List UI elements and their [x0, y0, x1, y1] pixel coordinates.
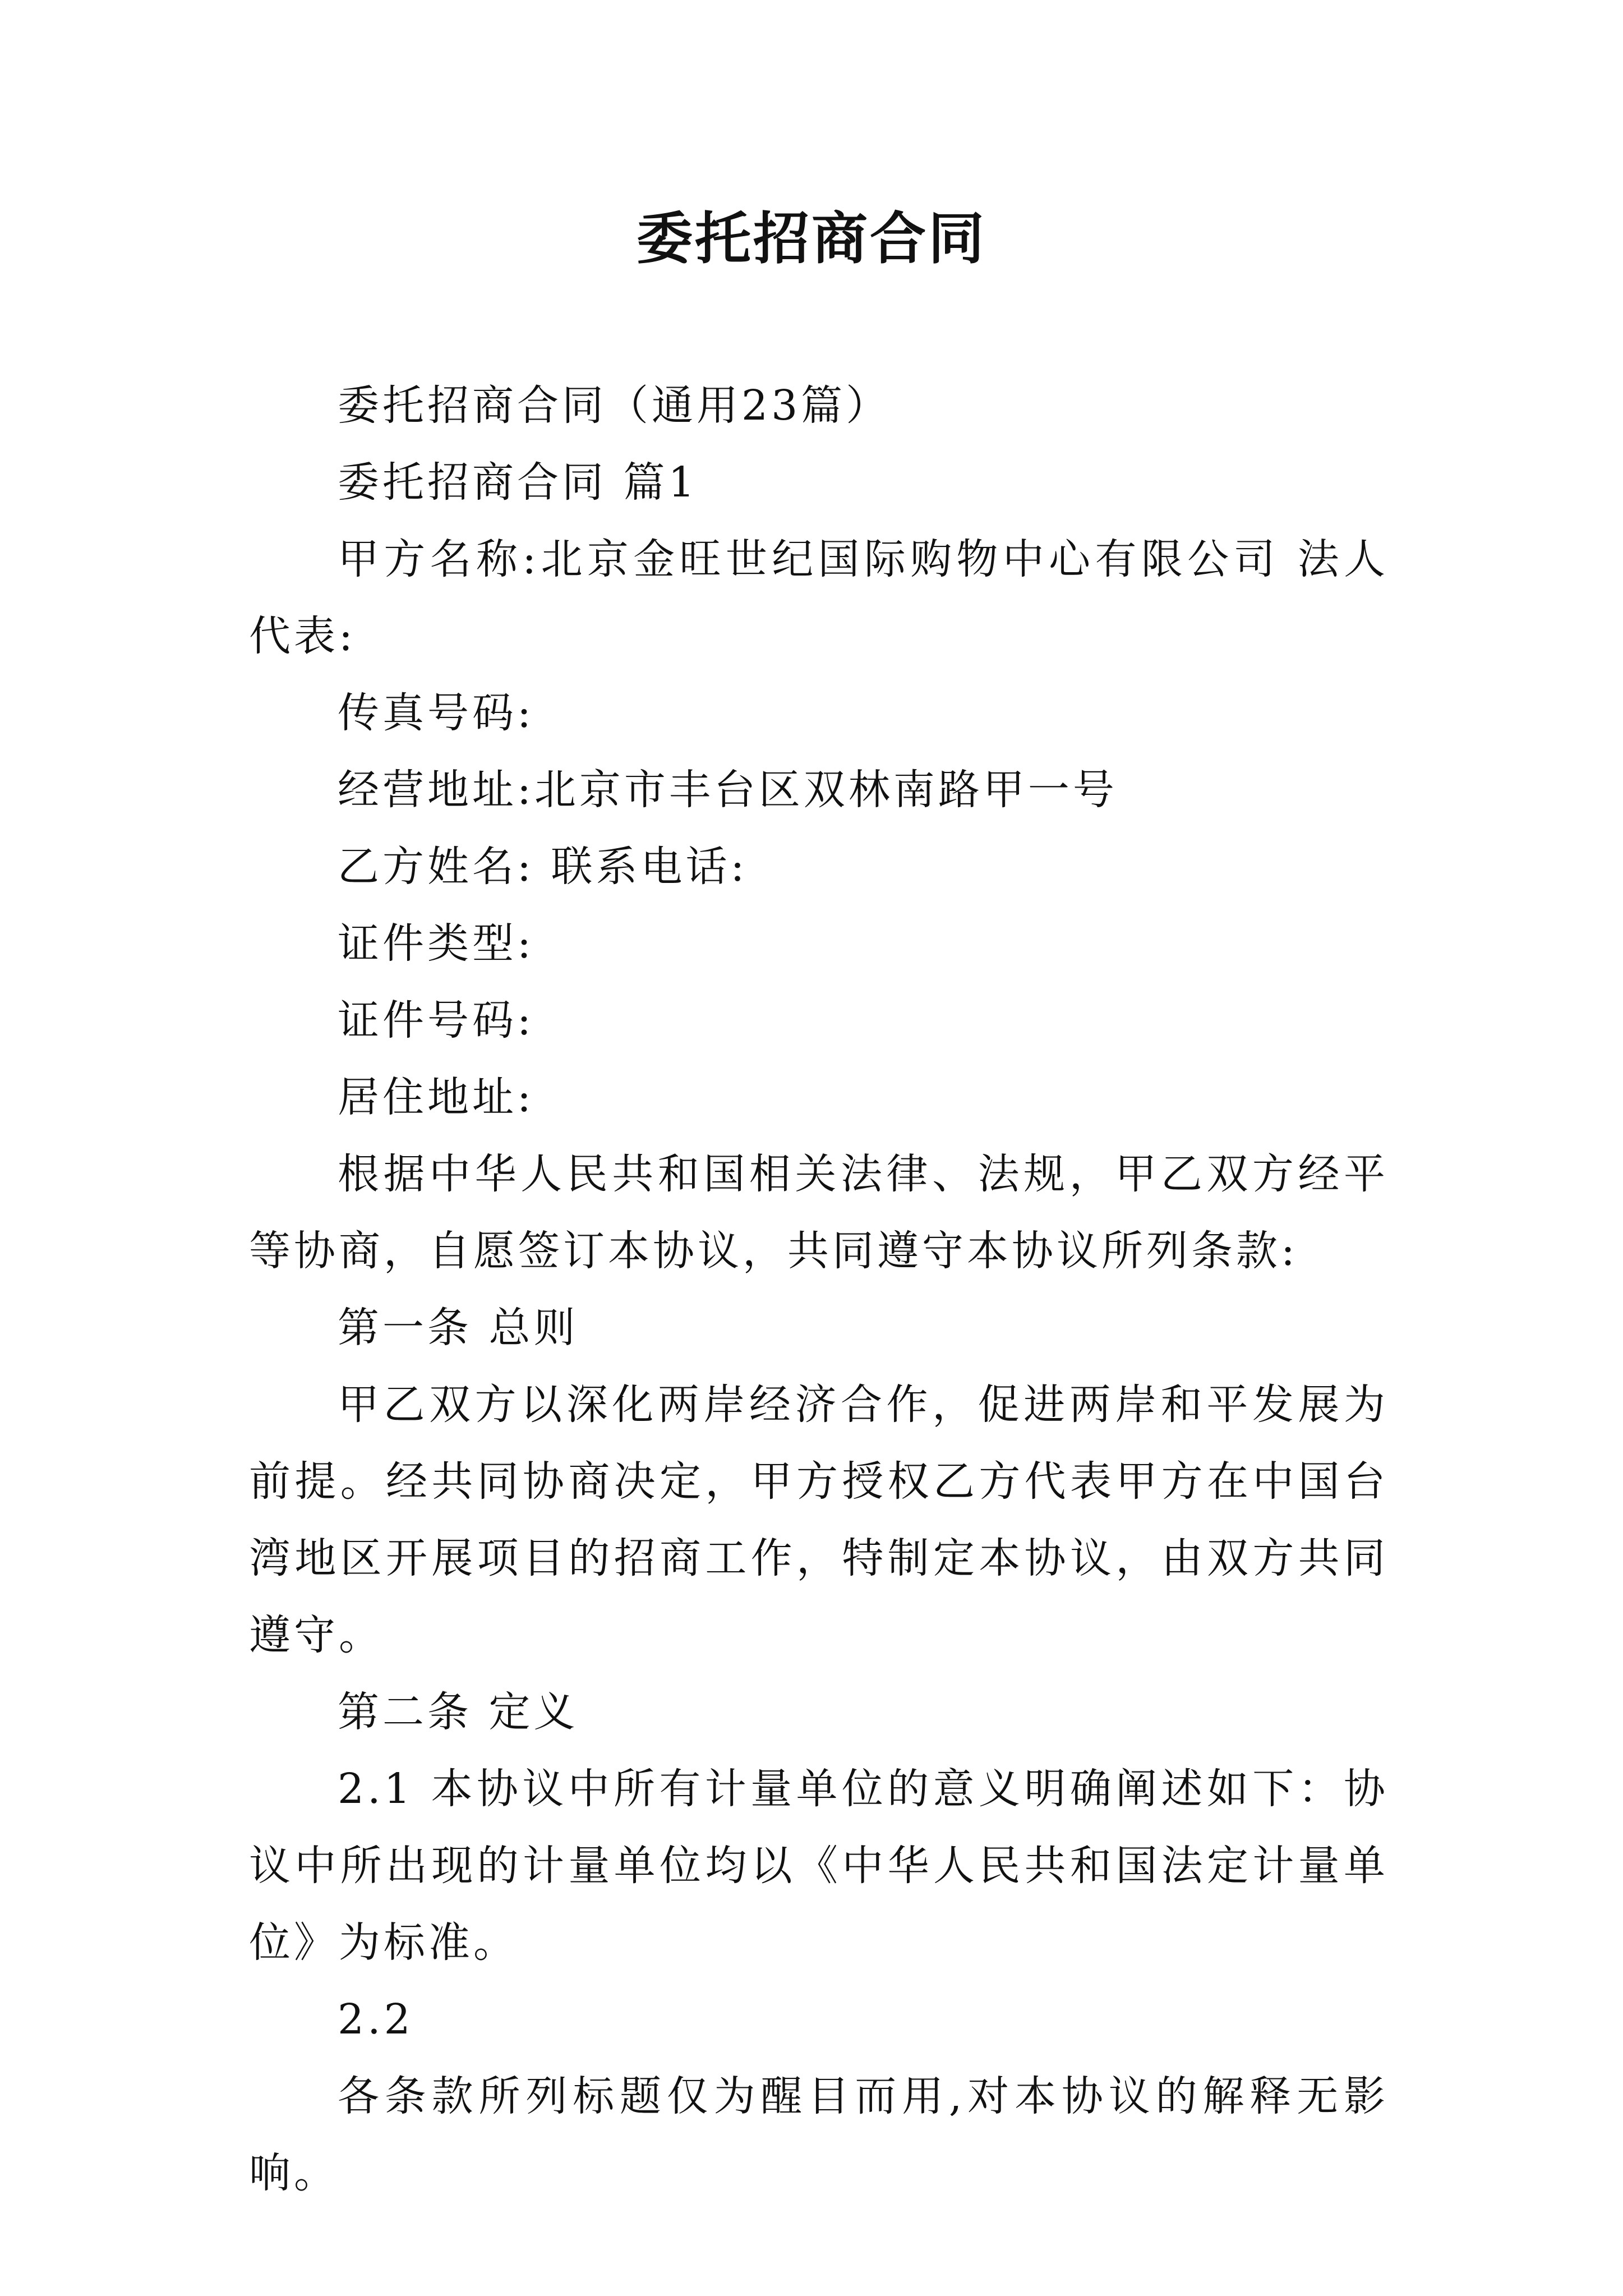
document-body [249, 367, 1389, 2212]
clause-2-2-number: 2.2 [338, 1995, 414, 2044]
business-address-line: 经营地址:北京市丰台区双林南路甲一号 [338, 766, 1118, 814]
subtitle-paragraph: 委托招商合同（通用23篇） [338, 381, 891, 430]
id-type-line: 证件类型: [338, 919, 534, 968]
article-1-paragraph: 甲乙双方以深化两岸经济合作，促进两岸和平发展为前提。经共同协商决定，甲方授权乙方代表甲方在中国台湾地区开展项目的招商工作，特制定本协议，由双方共同遵守。 [249, 1381, 1389, 1659]
document-title: 委托招商合同 [637, 205, 986, 272]
fax-line: 传真号码: [338, 689, 534, 737]
preamble-paragraph: 根据中华人民共和国相关法律、法规，甲乙双方经平等协商，自愿签订本协议，共同遵守本协议所列条款: [249, 1150, 1389, 1275]
party-b-name-line: 乙方姓名: 联系电话: [338, 843, 748, 891]
id-number-line: 证件号码: [338, 996, 534, 1045]
article-1-heading: 第一条 总则 [338, 1304, 579, 1352]
clause-2-2-paragraph: 各条款所列标题仅为醒目而用,对本协议的解释无影响。 [249, 2072, 1389, 2197]
article-2-heading: 第二条 定义 [338, 1688, 579, 1736]
party-a-name-line: 甲方名称:北京金旺世纪国际购物中心有限公司 法人代表: [249, 535, 1389, 660]
clause-2-1-paragraph: 2.1 本协议中所有计量单位的意义明确阐述如下：协议中所出现的计量单位均以《中华人民共和国法定计量单位》为标准。 [249, 1765, 1389, 1967]
section-heading: 委托招商合同 篇1 [338, 458, 698, 507]
residence-address-line: 居住地址: [338, 1073, 534, 1121]
